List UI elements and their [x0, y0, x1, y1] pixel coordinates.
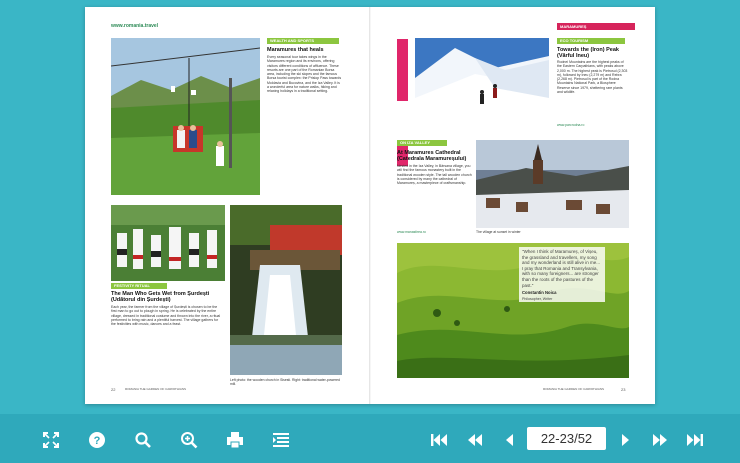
article-text: Nested in the Iza Valley, in Bârsana village, you will find the famous monastery built in the traditional wooden style. The tall wooden church is considered by many the cathedral of Maramureș, a masterpiece of craftsmanship. [397, 164, 472, 186]
quote-author-role: Philosopher, Writer [522, 296, 553, 301]
last-page-icon [686, 431, 704, 449]
fullscreen-button[interactable] [41, 430, 61, 450]
fullscreen-icon [42, 431, 60, 449]
flipbook-spread[interactable] [85, 7, 655, 404]
chairlift-photo [111, 38, 260, 195]
print-button[interactable] [225, 430, 245, 450]
page-number: 22 [111, 387, 116, 392]
page-number: 23 [621, 387, 626, 392]
page-number-input[interactable] [527, 427, 606, 450]
print-icon [226, 431, 244, 449]
quote-author: Constantin Noica [522, 290, 557, 296]
previous-spread-button[interactable] [465, 430, 485, 450]
page-footer: ROMANIA THE GARDEN OF CARPATHIANS [125, 387, 187, 391]
article-title: Maramures that heals [267, 47, 324, 53]
search-button[interactable] [133, 430, 153, 450]
article-link[interactable]: www.parcrodna.ro [557, 123, 585, 127]
article-link[interactable]: www.manastirea.ro [397, 230, 426, 234]
section-tag: WEALTH AND SPORTS [267, 38, 339, 44]
page-footer: ROMANIA THE GARDEN OF CARPATHIANS [543, 387, 605, 391]
last-page-button[interactable] [685, 430, 705, 450]
table-of-contents-button[interactable] [271, 430, 291, 450]
zoom-in-button[interactable] [179, 430, 199, 450]
accent-bar [397, 39, 408, 101]
quote-box [519, 247, 605, 302]
snow-peak-photo [415, 38, 549, 130]
first-page-icon [430, 431, 448, 449]
right-page[interactable] [371, 7, 655, 404]
section-tag: ECO TOURISM [557, 38, 625, 44]
article-text: Every seasonal tour takes wings in the Maramures region and its environs, offering visitors different conditions of affluence. These resorts are one part of the Romanian Borsa area, including the ski slopes and the famous Borsa tourist complex: the Prislop Pass towards Moldavia and Bucovina, and the Iza Valley. It is a wonderful area for nature walks, hiking and relaxing holidays in a traditional setting. [267, 55, 342, 94]
search-icon [134, 431, 152, 449]
previous-spread-icon [466, 431, 484, 449]
section-tag: FESTIVITY RITUAL [111, 283, 167, 289]
zoom-in-icon [180, 431, 198, 449]
svg-text:?: ? [93, 435, 101, 447]
article-title: The Man Who Gets Wet from Șurdești (Udătorul din Șurdești) [111, 291, 210, 303]
section-tag: ON IZA VALLEY [397, 140, 447, 146]
previous-page-button[interactable] [500, 430, 520, 450]
water-mill-photo [230, 205, 342, 375]
next-spread-icon [651, 431, 669, 449]
quote-text: "When I think of Maramureș, of Vișeu, the grassland and travellers, my song and my wonderland is still alive in me... I pray that Romania and Transylvania, with so many foreigners... are stronger than the roots of the pastures of the past." [522, 249, 601, 288]
folk-dancers-photo [111, 205, 225, 281]
article-text: Rodnei Mountains are the highest peaks of the Eastern Carpathians, with peaks above 2,000 m. The highest peak is Pietrosul (2,303 m), followed by Ineu (2,279 m) and Rebra (2,268 m). Pietrosul is part of the Rodna Mountains National Park, a Biosphere Reserve since 1979, sheltering rare plants and wildlife. [557, 60, 628, 95]
next-page-button[interactable] [615, 430, 635, 450]
help-button[interactable] [87, 430, 107, 450]
next-spread-button[interactable] [650, 430, 670, 450]
help-icon [88, 431, 106, 449]
site-url: www.romania.travel [111, 23, 159, 29]
next-page-icon [616, 431, 634, 449]
article-text: Each year, the farmer from the village of Șurdești is chosen to be the first man to go out to plough in spring. He is celebrated by the entire village, dressed in traditional costume and thrown into the river, a ritual performed to bring rain and a plentiful harvest. The village gathers for the festivities with music, dances and a feast. [111, 305, 221, 327]
first-page-button[interactable] [429, 430, 449, 450]
table-of-contents-icon [272, 431, 290, 449]
article-title: Towards the (Iron) Peak (Vârful Ineu) [557, 47, 619, 59]
winter-village-photo [476, 140, 629, 228]
previous-page-icon [501, 431, 519, 449]
article-title: At Maramures Cathedral (Catedrala Maramureșului) [397, 150, 467, 162]
photo-caption: The village at sunset in winter [476, 230, 521, 234]
left-page[interactable] [85, 7, 369, 404]
photo-caption: Left photo: the wooden church in Sisesti. Right: traditional water-powered mill. [230, 378, 340, 386]
chapter-tag: MARAMUREȘ [557, 23, 635, 30]
